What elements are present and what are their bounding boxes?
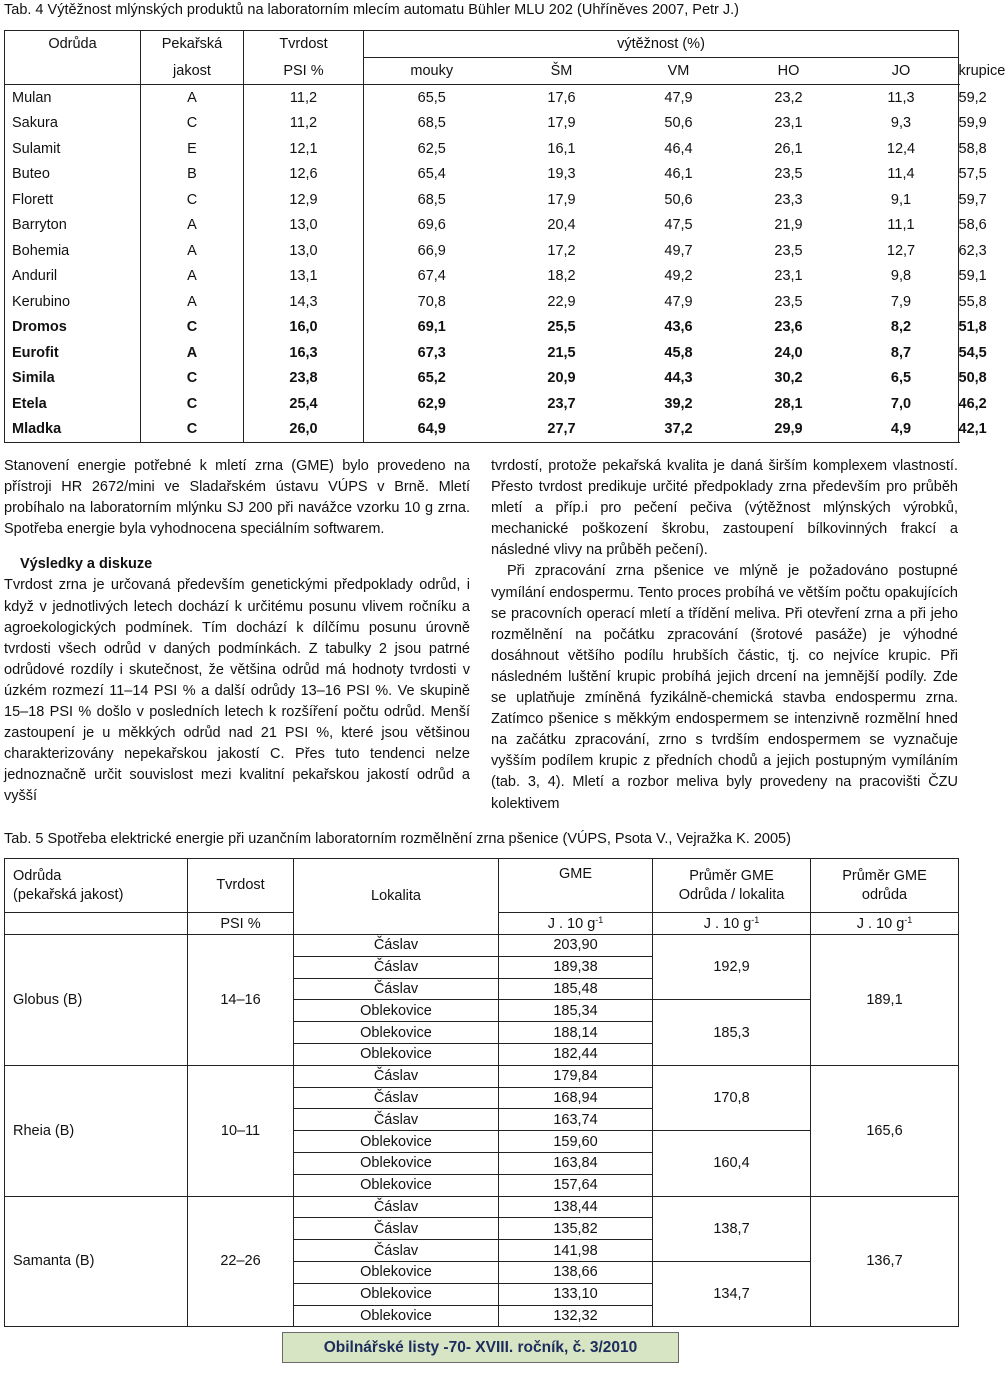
table-row [5, 935, 959, 957]
cell-sm: 22,9 [547, 293, 576, 310]
cell-q: A [141, 264, 244, 290]
cell-gme: 138,44 [499, 1196, 653, 1218]
cell-sm: 17,6 [547, 89, 576, 106]
cell-jo: 11,3 [887, 89, 915, 106]
variety-name: Sakura [5, 111, 141, 137]
header-jo: JO [844, 58, 959, 85]
cell-sm: 20,9 [547, 370, 576, 387]
cell-lokalita: Oblekovice [294, 1043, 499, 1065]
table-row: Sulamit E 12,1 62,5 16,1 46,4 26,1 12,4 58,8 [5, 136, 959, 162]
cell-avg-variety: 189,1 [811, 935, 959, 1066]
table-row [5, 1065, 959, 1087]
variety-name: Mladka [5, 417, 141, 443]
variety-name: Florett [5, 187, 141, 213]
variety-psi: 14–16 [188, 935, 294, 1066]
cell-q: C [141, 111, 244, 137]
table4-caption: Tab. 4 Výtěžnost mlýnských produktů na laboratorním mlecím automatu Bühler MLU 202 (Uhříněves 2007, Petr J.) [4, 2, 740, 18]
cell-gme: 133,10 [499, 1283, 653, 1305]
journal-footer: Obilnářské listy -70- XVIII. ročník, č. 3/2010 [282, 1332, 679, 1363]
cell-ho: 23,3 [774, 191, 803, 208]
cell-psi: 12,6 [244, 162, 364, 188]
cell-psi: 12,9 [244, 187, 364, 213]
variety-name: Globus (B) [5, 935, 188, 1066]
cell-lokalita: Čáslav [294, 1196, 499, 1218]
cell-jo: 12,4 [886, 140, 916, 157]
t5-header-prumer-ol: Průměr GME Odrůda / lokalita [653, 859, 811, 913]
cell-lokalita: Čáslav [294, 1240, 499, 1262]
cell-lokalita: Čáslav [294, 1087, 499, 1109]
cell-vm: 47,9 [664, 293, 693, 310]
cell-q: C [141, 391, 244, 417]
cell-sm: 17,2 [547, 242, 576, 259]
cell-gme: 188,14 [499, 1022, 653, 1044]
header-odruda: Odrůda [5, 31, 141, 58]
cell-avg-variety: 165,6 [811, 1065, 959, 1196]
header-mouky: mouky [364, 58, 500, 85]
cell-mouky: 65,4 [364, 162, 500, 188]
table-row: Buteo B 12,6 65,4 19,3 46,1 23,5 11,4 57,5 [5, 162, 959, 188]
cell-vm: 50,6 [664, 191, 693, 208]
right-column [491, 456, 958, 815]
variety-name: Barryton [5, 213, 141, 239]
cell-sm: 17,9 [547, 115, 576, 132]
header-vm: VM [624, 58, 734, 85]
cell-vm: 49,7 [664, 242, 693, 259]
results-paragraph: Tvrdost zrna je určovaná především genetickými předpoklady odrůd, i když v jednotlivých letech dochází k určitému posunu vlivem ročníku a agroekologických podmínek. Tím dochází k dílčímu posunu úrovně tvrdosti všech odrůd v daných podmínkách. Z tabulky 2 jsou patrné odrůdové rozdíly i skutečnost, že většina odrůd má hodnoty tvrdosti v úzkém rozmezí 11–14 PSI % a další odrůdy 13–16 PSI %. Ve skupině 15–18 PSI % došlo v posledních letech k rozšíření počtu odrůd. Menší zastoupení je u měkkých odrůd nad 21 PSI %, které jsou většinou charakterizovány nepekařskou jakostí C. Přes tuto tendenci nelze jednoznačně určit souvislost mezi kvalitní pekařskou jakostí odrůd a vyšší [4, 577, 470, 805]
cell-avg-locality: 160,4 [653, 1131, 811, 1196]
cell-jo: 9,1 [890, 191, 912, 208]
table-row: Etela C 25,4 62,9 23,7 39,2 28,1 7,0 46,2 [5, 391, 959, 417]
cell-q: B [141, 162, 244, 188]
cell-lokalita: Oblekovice [294, 1022, 499, 1044]
cell-psi: 14,3 [244, 289, 364, 315]
table-row: Dromos C 16,0 69,1 25,5 43,6 23,6 8,2 51,8 [5, 315, 959, 341]
cell-jo: 11,1 [887, 217, 915, 234]
cell-mouky: 67,4 [364, 264, 500, 290]
cell-lokalita: Čáslav [294, 956, 499, 978]
cell-mouky: 68,5 [364, 111, 500, 137]
cell-lokalita: Oblekovice [294, 1305, 499, 1327]
cell-mouky: 62,9 [364, 391, 500, 417]
section-heading: Výsledky a diskuze [20, 556, 153, 573]
cell-psi: 16,3 [244, 340, 364, 366]
cell-gme: 132,32 [499, 1305, 653, 1327]
cell-lokalita: Čáslav [294, 935, 499, 957]
table4: Odrůda Pekařská Tvrdost výtěžnost (%) jakost PSI % mouky ŠM VM HO JO krupice Mulan A 11,2 65,5 17,6 47,9 23,2 11,3 59,2 Sakura C 11,2 68,5 17,9 50,6 23,1 9,3 59,9 Sulamit E 12,1 62,5 16,1 46,4 26,1 12,4 58,8 Buteo B 12,6 65,4 19,3 46,1 23,5 11,4 57,5 Florett C 12,9 68,5 17,9 50,6 23,3 9,1 59,7 Barryton A 13,0 69,6 20,4 47,5 21,9 11,1 58,6 Bohemia A 13,0 66,9 17,2 49,7 23,5 12,7 62,3 Anduril A 13,1 67,4 18,2 49,2 23,1 9,8 59,1 Kerubino A 14,3 70,8 22,9 47,9 23,5 7,9 55,8 Dromos C 16,0 69,1 25,5 43,6 23,6 8,2 51,8 Eurofit A 16,3 67,3 21,5 45,8 24,0 8,7 54,5 Simila C 23,8 65,2 20,9 44,3 30,2 6,5 50,8 Etela C 25,4 62,9 23,7 39,2 28,1 7,0 46,2 Mladka C 26,0 64,9 27,7 37,2 29,9 4,9 42,1 [4, 30, 959, 443]
cell-jo: 12,7 [886, 242, 916, 259]
table-row: Bohemia A 13,0 66,9 17,2 49,7 23,5 12,7 62,3 [5, 238, 959, 264]
cell-avg-locality: 138,7 [653, 1196, 811, 1261]
cell-vm: 46,1 [664, 166, 693, 183]
cell-q: C [141, 417, 244, 443]
variety-psi: 10–11 [188, 1065, 294, 1196]
left-column [4, 456, 470, 808]
cell-gme: 189,38 [499, 956, 653, 978]
cell-vm: 47,9 [664, 89, 693, 106]
variety-name: Etela [5, 391, 141, 417]
cell-avg-locality: 134,7 [653, 1261, 811, 1326]
table5 [4, 858, 959, 1327]
cell-sm: 27,7 [500, 417, 624, 443]
cell-psi: 13,0 [244, 213, 364, 239]
cell-jo: 8,7 [890, 344, 912, 361]
cell-sm: 25,5 [547, 319, 576, 336]
variety-name: Rheia (B) [5, 1065, 188, 1196]
cell-sm: 21,5 [547, 344, 576, 361]
variety-name: Eurofit [5, 340, 141, 366]
header-sm: ŠM [500, 58, 624, 85]
cell-vm: 47,5 [664, 217, 693, 234]
cell-vm: 49,2 [664, 268, 693, 285]
cell-avg-locality: 192,9 [653, 935, 811, 1000]
cell-lokalita: Oblekovice [294, 1152, 499, 1174]
cell-sm: 23,7 [547, 395, 576, 412]
cell-jo: 11,4 [887, 166, 915, 183]
cell-lokalita: Čáslav [294, 1109, 499, 1131]
cell-lokalita: Čáslav [294, 1218, 499, 1240]
table-row: Simila C 23,8 65,2 20,9 44,3 30,2 6,5 50,8 [5, 366, 959, 392]
variety-name: Simila [5, 366, 141, 392]
cell-q: C [141, 366, 244, 392]
cell-ho: 23,1 [774, 115, 803, 132]
cell-psi: 12,1 [244, 136, 364, 162]
cell-jo: 4,9 [844, 417, 959, 443]
cell-jo: 6,5 [890, 370, 912, 387]
cell-ho: 23,1 [774, 268, 803, 285]
header-vytoznost: výtěžnost (%) [364, 31, 959, 58]
t5-header-lokalita: Lokalita [294, 859, 499, 935]
t5-header-tvrdost: Tvrdost [188, 859, 294, 913]
cell-vm: 45,8 [664, 344, 693, 361]
right-paragraph-2: Při zpracování zrna pšenice ve mlýně je požadováno postupné vymílání endospermu. Tento proces probíhá ve větším počtu opakujících se pracovních operací mletí a třídění meliva. Při otevření zrna a při jeho rozmělnění na počátku zpracování (šrotové pasáže) je výhodné dosáhnout většího podílu hrubších částic, tj. co nejvíce krupic. Při následném luštění krupic probíhá jejich drcení na jemnější podíly. Zde se uplatňuje zmíněná fyzikálně-chemická stavba endospermu zrna. Zatímco pšenice s měkkým endospermem se intenzivně rozmělní hned na začátku zpracování, zrno s tvrdším endospermem se vyznačuje vyšším podílem krupic z předních chodů a jejich postupným vymíláním (tab. 3, 4). Mletí a rozbor meliva byly provedeny na pracovišti ČZU kolektivem [491, 563, 958, 812]
cell-gme: 182,44 [499, 1043, 653, 1065]
cell-mouky: 66,9 [364, 238, 500, 264]
cell-vm: 43,6 [664, 319, 693, 336]
cell-gme: 203,90 [499, 935, 653, 957]
table-row: Mladka C 26,0 64,9 27,7 37,2 29,9 4,9 42,1 [5, 417, 959, 443]
cell-psi: 23,8 [244, 366, 364, 392]
cell-mouky: 69,6 [364, 213, 500, 239]
cell-lokalita: Oblekovice [294, 1174, 499, 1196]
cell-ho: 29,9 [734, 417, 844, 443]
t5-header-gme: GME [499, 859, 653, 913]
cell-gme: 159,60 [499, 1131, 653, 1153]
variety-name: Anduril [5, 264, 141, 290]
variety-name: Buteo [5, 162, 141, 188]
cell-psi: 16,0 [244, 315, 364, 341]
cell-vm: 44,3 [664, 370, 693, 387]
cell-lokalita: Oblekovice [294, 1261, 499, 1283]
cell-gme: 185,48 [499, 978, 653, 1000]
cell-gme: 163,74 [499, 1109, 653, 1131]
header-pekarska: Pekařská [141, 31, 244, 58]
cell-gme: 138,66 [499, 1261, 653, 1283]
cell-mouky: 69,1 [364, 315, 500, 341]
table-row: Sakura C 11,2 68,5 17,9 50,6 23,1 9,3 59,9 [5, 111, 959, 137]
cell-gme: 157,64 [499, 1174, 653, 1196]
cell-q: C [141, 315, 244, 341]
table-row: Anduril A 13,1 67,4 18,2 49,2 23,1 9,8 59,1 [5, 264, 959, 290]
cell-sm: 17,9 [547, 191, 576, 208]
cell-psi: 13,1 [244, 264, 364, 290]
t5-unit-prumer-o: J . 10 $g^{-1}$ [811, 913, 959, 935]
cell-mouky: 65,5 [364, 85, 500, 111]
cell-jo: 9,8 [890, 268, 912, 285]
cell-vm: 46,4 [664, 140, 693, 157]
cell-gme: 141,98 [499, 1240, 653, 1262]
cell-q: A [141, 85, 244, 111]
t5-header-prumer-o: Průměr GME odrůda [811, 859, 959, 913]
t5-header-odruda: Odrůda (pekařská jakost) [5, 859, 188, 913]
cell-avg-locality: 185,3 [653, 1000, 811, 1065]
table-row: Mulan A 11,2 65,5 17,6 47,9 23,2 11,3 59,2 [5, 85, 959, 111]
cell-gme: 185,34 [499, 1000, 653, 1022]
cell-q: E [141, 136, 244, 162]
cell-jo: 7,0 [890, 395, 912, 412]
cell-gme: 179,84 [499, 1065, 653, 1087]
cell-lokalita: Oblekovice [294, 1283, 499, 1305]
t5-unit-prumer-ol: J . 10 $g^{-1}$ [653, 913, 811, 935]
cell-psi: 11,2 [244, 111, 364, 137]
cell-avg-variety: 136,7 [811, 1196, 959, 1327]
variety-name: Sulamit [5, 136, 141, 162]
cell-lokalita: Oblekovice [294, 1131, 499, 1153]
cell-ho: 21,9 [774, 217, 803, 234]
cell-jo: 9,3 [890, 115, 912, 132]
t5-unit-blank [5, 913, 188, 935]
header-psi: PSI % [244, 58, 364, 85]
variety-name: Kerubino [5, 289, 141, 315]
cell-lokalita: Čáslav [294, 1065, 499, 1087]
cell-gme: 168,94 [499, 1087, 653, 1109]
table-row [5, 1196, 959, 1218]
variety-name: Mulan [5, 85, 141, 111]
cell-ho: 23,6 [774, 319, 803, 336]
variety-psi: 22–26 [188, 1196, 294, 1327]
cell-mouky: 67,3 [364, 340, 500, 366]
cell-psi: 13,0 [244, 238, 364, 264]
header-ho: HO [734, 58, 844, 85]
header-jakost: jakost [141, 58, 244, 85]
cell-psi: 25,4 [244, 391, 364, 417]
cell-psi: 26,0 [244, 417, 364, 443]
cell-lokalita: Čáslav [294, 978, 499, 1000]
right-paragraph-1: tvrdostí, protože pekařská kvalita je daná širším komplexem vlastností. Přesto tvrdost predikuje určité předpoklady zrna především pro průběh mletí a příp.i pro pečení pečiva (výtěžnost mlýnských výrobků, mechanické poškození škrobu, zastoupení bílkovinných frakcí a následné vlivy na průběh pečení). [491, 458, 958, 559]
cell-ho: 26,1 [774, 140, 803, 157]
cell-avg-locality: 170,8 [653, 1065, 811, 1130]
cell-vm: 37,2 [624, 417, 734, 443]
variety-name: Bohemia [5, 238, 141, 264]
t5-unit-gme: J . 10 $g^{-1}$ [499, 913, 653, 935]
cell-sm: 20,4 [547, 217, 576, 234]
cell-mouky: 62,5 [364, 136, 500, 162]
cell-lokalita: Oblekovice [294, 1000, 499, 1022]
cell-gme: 163,84 [499, 1152, 653, 1174]
cell-mouky: 70,8 [364, 289, 500, 315]
variety-name: Dromos [5, 315, 141, 341]
cell-ho: 23,5 [774, 293, 803, 310]
cell-mouky: 64,9 [364, 417, 500, 443]
cell-ho: 28,1 [774, 395, 803, 412]
cell-q: A [141, 238, 244, 264]
header-tvrdost: Tvrdost [244, 31, 364, 58]
cell-sm: 16,1 [547, 140, 576, 157]
cell-q: A [141, 340, 244, 366]
variety-name: Samanta (B) [5, 1196, 188, 1327]
table5-caption: Tab. 5 Spotřeba elektrické energie při uzančním laboratorním rozmělnění zrna pšenice (VÚPS, Psota V., Vejražka K. 2005) [4, 831, 791, 847]
method-paragraph: Stanovení energie potřebné k mletí zrna (GME) bylo provedeno na přístroji HR 2672/mini ve Sladařském ústavu VÚPS v Brně. Mletí probíhalo na laboratorním mlýnku SJ 200 při navážce vzorku 10 g zrna. Spotřeba energie byla vyhodnocena speciálním softwarem. [4, 458, 470, 538]
cell-vm: 50,6 [664, 115, 693, 132]
table-row: Barryton A 13,0 69,6 20,4 47,5 21,9 11,1 58,6 [5, 213, 959, 239]
cell-psi: 11,2 [244, 85, 364, 111]
table-row: Florett C 12,9 68,5 17,9 50,6 23,3 9,1 59,7 [5, 187, 959, 213]
cell-ho: 23,5 [774, 242, 803, 259]
cell-sm: 19,3 [547, 166, 576, 183]
t5-unit-psi: PSI % [188, 913, 294, 935]
cell-ho: 23,2 [774, 89, 803, 106]
cell-jo: 7,9 [890, 293, 912, 310]
cell-q: C [141, 187, 244, 213]
table-row: Kerubino A 14,3 70,8 22,9 47,9 23,5 7,9 55,8 [5, 289, 959, 315]
cell-sm: 18,2 [547, 268, 576, 285]
table-row: Eurofit A 16,3 67,3 21,5 45,8 24,0 8,7 54,5 [5, 340, 959, 366]
cell-gme: 135,82 [499, 1218, 653, 1240]
cell-ho: 23,5 [774, 166, 803, 183]
cell-jo: 8,2 [890, 319, 912, 336]
cell-vm: 39,2 [664, 395, 693, 412]
cell-q: A [141, 213, 244, 239]
cell-mouky: 68,5 [364, 187, 500, 213]
cell-q: A [141, 289, 244, 315]
header-blank [5, 58, 141, 85]
cell-ho: 24,0 [774, 344, 803, 361]
cell-mouky: 65,2 [364, 366, 500, 392]
cell-ho: 30,2 [774, 370, 803, 387]
